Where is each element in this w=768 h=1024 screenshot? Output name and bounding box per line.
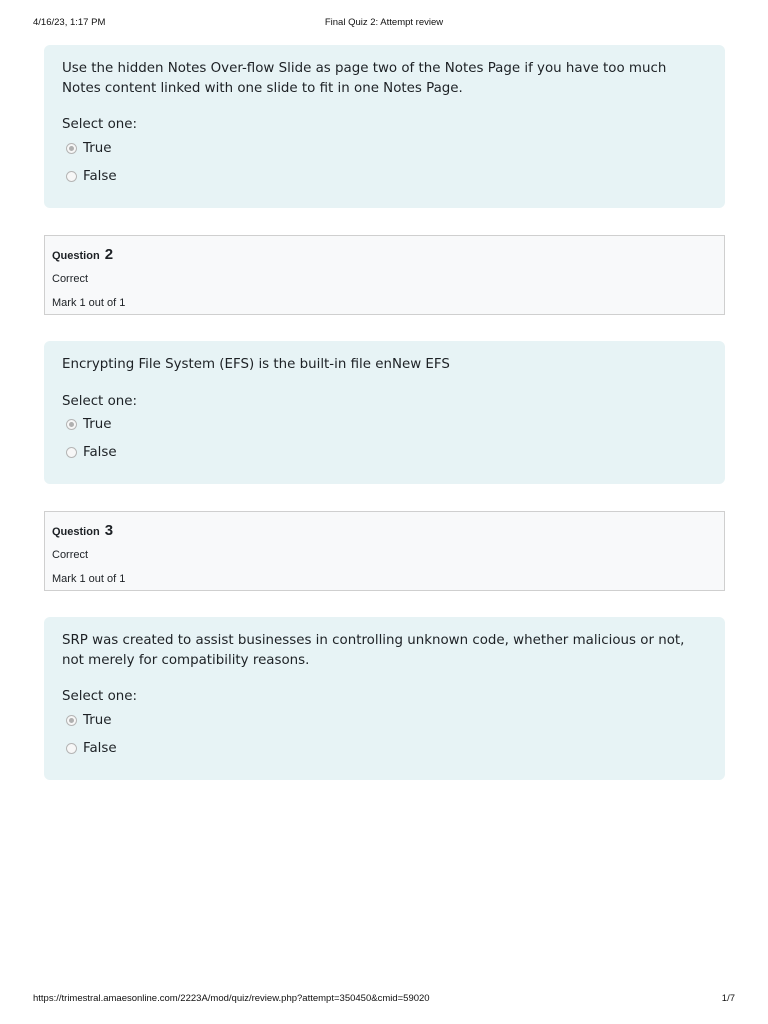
print-page-number: 1/7 [721,993,735,1004]
question-3-prompt: Select one: [62,689,137,704]
print-header [0,17,768,31]
radio-checked-icon[interactable] [66,419,77,430]
option-label: False [83,445,117,460]
question-1-content [44,45,725,208]
question-number: 3 [104,522,114,539]
question-2-content [44,341,725,484]
question-3-info [44,511,725,591]
option-label: True [83,712,112,728]
question-2-option-true[interactable] [62,411,707,439]
question-2-number [52,244,717,266]
radio-unchecked-icon[interactable] [66,743,77,754]
question-3-state: Correct [52,549,89,561]
question-2-info [44,235,725,315]
question-label: Question [52,526,100,538]
print-datetime: 4/16/23, 1:17 PM [33,17,106,28]
question-3-number [52,520,717,542]
radio-unchecked-icon[interactable] [66,447,77,458]
question-2-text: Encrypting File System (EFS) is the built-in file enNew EFS [62,357,450,372]
question-label: Question [52,250,100,262]
question-3-grade: Mark 1 out of 1 [52,573,126,585]
option-label: True [83,417,112,432]
option-label: True [83,140,112,156]
radio-checked-icon[interactable] [66,143,77,154]
question-3-content [44,617,725,780]
question-2-option-false[interactable] [62,439,707,467]
radio-checked-icon[interactable] [66,715,77,726]
option-label: False [83,168,117,184]
radio-unchecked-icon[interactable] [66,171,77,182]
print-url: https://trimestral.amaesonline.com/2223A/mod/quiz/review.php?attempt=350450&cmid=59020 [33,993,430,1004]
print-title: Final Quiz 2: Attempt review [324,17,444,28]
question-1-prompt: Select one: [62,117,137,132]
question-1-option-false[interactable] [62,162,707,190]
question-number: 2 [104,246,114,263]
question-2-grade: Mark 1 out of 1 [52,297,126,309]
option-label: False [83,740,117,756]
question-3-option-true[interactable] [62,706,707,734]
question-2-state: Correct [52,273,89,285]
print-footer [0,993,768,1007]
question-1-option-true[interactable] [62,134,707,162]
question-3-text: SRP was created to assist businesses in controlling unknown code, whether malicious or not, not merely for compatibility reasons. [62,633,685,668]
question-1-text: Use the hidden Notes Over-flow Slide as page two of the Notes Page if you have too much Notes content linked with one slide to fit in one Notes Page. [62,61,667,96]
question-3-option-false[interactable] [62,734,707,762]
question-2-prompt: Select one: [62,393,137,409]
